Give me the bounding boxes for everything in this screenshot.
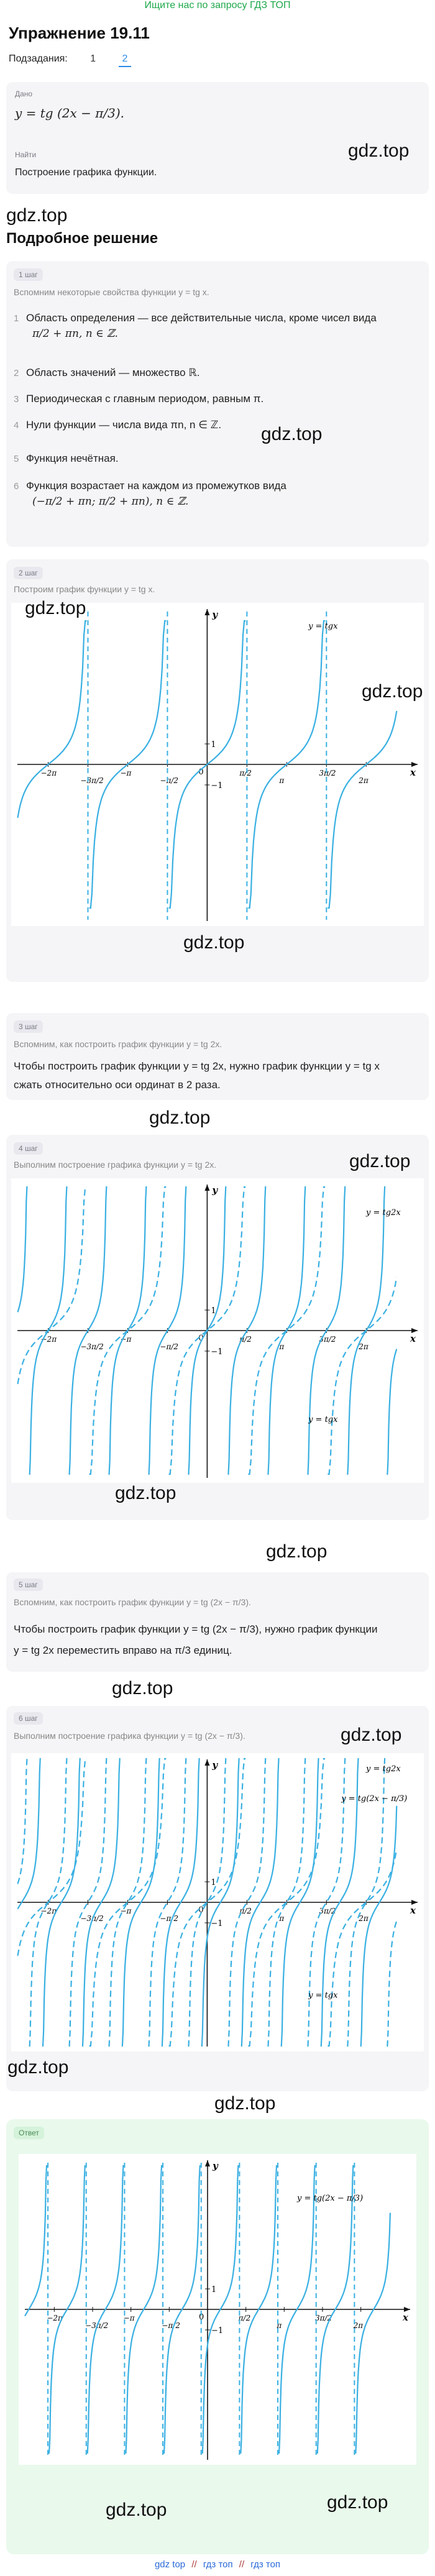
arrow-icon: [204, 1185, 209, 1191]
curve-label: y = tgx: [308, 1415, 338, 1424]
given-formula: y = tg (2x − π/3).: [15, 106, 125, 121]
watermark: gdz.top: [112, 1678, 173, 1698]
watermark: gdz.top: [349, 1151, 411, 1171]
x-tick-label: π: [277, 2321, 282, 2330]
arrow-icon: [205, 2160, 210, 2166]
step4-intro: Выполним построение графика функции y = tg 2x.: [14, 1160, 217, 1170]
subsection-tab-1[interactable]: 1: [90, 53, 96, 64]
watermark: gdz.top: [25, 598, 86, 618]
watermark: gdz.top: [261, 424, 323, 444]
x-tick-label: π: [279, 776, 285, 785]
curve-tg2x: [387, 1349, 396, 1474]
arrow-icon: [404, 2307, 410, 2312]
x-tick-label: π/2: [239, 1335, 252, 1344]
watermark: gdz.top: [327, 2492, 388, 2513]
step6-card: [6, 1706, 429, 2091]
x-tick-label: π/2: [239, 769, 252, 777]
y-tick-label: 1: [211, 1878, 216, 1887]
curve-label: y = tg2x: [366, 1208, 401, 1217]
footer-link[interactable]: гдз топ: [203, 2559, 233, 2570]
curve-label: y = tg(2x − π/3): [341, 1794, 408, 1804]
x-tick-label: −π/2: [162, 2321, 180, 2330]
step3-card: [6, 1013, 429, 1100]
step5-card: [6, 1572, 429, 1672]
x-tick-label: 2π: [353, 2321, 364, 2330]
curve-label: y = tg2x: [366, 1764, 401, 1774]
arrow-icon: [204, 1759, 209, 1766]
x-tick-label: 3π/2: [319, 769, 336, 777]
y-tick-label: 1: [211, 740, 216, 749]
watermark: gdz.top: [149, 1107, 211, 1128]
y-tick-label: 1: [211, 1306, 216, 1316]
step1-card: [6, 261, 429, 547]
watermark: gdz.top: [362, 681, 423, 702]
curve-tg2x-shift: [355, 2213, 390, 2453]
answer-card: [6, 2119, 429, 2554]
curve-tg2x-shift: [25, 2166, 47, 2316]
footer-sep: //: [191, 2559, 197, 2570]
watermark: gdz.top: [6, 205, 68, 226]
step2-badge: 2 шаг: [14, 567, 43, 579]
origin-label: 0: [198, 768, 204, 777]
y-tick-label: −1: [211, 781, 223, 791]
find-text: Построение графика функции.: [15, 167, 157, 178]
x-tick-label: π: [279, 1342, 285, 1351]
y-axis-label: y: [212, 609, 218, 620]
watermark: gdz.top: [183, 932, 245, 953]
y-axis-label: y: [212, 1185, 218, 1196]
step3-badge: 3 шаг: [14, 1020, 43, 1033]
x-tick-label: −π/2: [160, 1914, 179, 1923]
step2-card: [6, 559, 429, 982]
origin-label: 0: [198, 1334, 204, 1343]
answer-badge: Ответ: [14, 2127, 44, 2139]
step4-card: [6, 1135, 429, 1520]
origin-label: 0: [198, 1905, 204, 1915]
x-tick-label: π: [279, 1914, 285, 1923]
curve-tgx: [327, 711, 396, 908]
watermark: gdz.top: [266, 1541, 327, 1562]
x-tick-label: −π: [120, 769, 132, 777]
detailed-heading: Подробное решение: [6, 230, 158, 247]
step4-badge: 4 шаг: [14, 1142, 43, 1155]
step1-item: 3 Периодическая с главным периодом, равным π.: [14, 393, 264, 405]
curve-tg2x: [18, 1187, 28, 1312]
y-tick-label: −1: [211, 2326, 224, 2335]
curve-label: y = tgx: [308, 1991, 338, 2001]
arrow-icon: [411, 762, 418, 767]
subsections-row: [9, 52, 131, 67]
footer-links: [0, 2559, 435, 2570]
x-tick-label: π/2: [238, 2314, 251, 2322]
x-tick-label: −3π/2: [80, 776, 104, 785]
page-title: Упражнение 19.11: [9, 24, 150, 42]
x-axis-label: x: [410, 1905, 416, 1916]
arrow-icon: [411, 1900, 418, 1905]
step3-intro: Вспомним, как построить график функции y = tg 2x.: [14, 1039, 222, 1049]
graph-tg2x-shift: [11, 1753, 424, 2051]
x-tick-label: 3π/2: [319, 1335, 336, 1344]
top-banner[interactable]: Ищите нас по запросу ГДЗ ТОП: [144, 0, 291, 11]
step1-item: 1 Область определения — все действительные числа, кроме чисел вида π/2 + πn, n ∈ ℤ.: [14, 312, 377, 340]
x-tick-label: −3π/2: [85, 2321, 109, 2330]
graph-tgx: [11, 603, 424, 926]
x-tick-label: −2π: [47, 2314, 63, 2322]
origin-label: 0: [199, 2312, 204, 2322]
x-tick-label: −π: [120, 1907, 132, 1915]
x-axis-label: x: [410, 767, 416, 778]
x-axis-label: x: [410, 1333, 416, 1344]
watermark: gdz.top: [7, 2057, 69, 2078]
y-tick-label: −1: [211, 1919, 223, 1928]
x-tick-label: 3π/2: [314, 2314, 332, 2322]
step6-badge: 6 шаг: [14, 1712, 43, 1725]
curve-tgx: [18, 1187, 87, 1384]
step1-item: 2 Область значений — множество ℝ.: [14, 367, 200, 378]
x-axis-label: x: [403, 2312, 408, 2323]
step1-item: 4 Нули функции — числа вида πn, n ∈ ℤ.: [14, 419, 222, 431]
y-tick-label: −1: [211, 1347, 223, 1357]
curve-tg2x-shift: [18, 1759, 41, 1909]
curve-label: y = tg(2x − π/3): [297, 2194, 364, 2203]
subsections-label: Подзадания:: [9, 53, 68, 64]
watermark: gdz.top: [348, 140, 410, 161]
x-tick-label: −π/2: [160, 1342, 179, 1351]
watermark: gdz.top: [341, 1725, 402, 1745]
x-tick-label: π/2: [239, 1907, 252, 1915]
find-tag: Найти: [15, 150, 37, 159]
curve-tg2x: [387, 1921, 396, 2046]
arrow-icon: [411, 1328, 418, 1333]
step1-intro: Вспомним некоторые свойства функции y = tg x.: [14, 287, 209, 297]
curve-tg2x: [18, 1759, 28, 1884]
y-tick-label: 1: [211, 2285, 217, 2294]
curve-label: y = tgx: [308, 621, 338, 631]
watermark: gdz.top: [115, 1483, 176, 1503]
step5-intro: Вспомним, как построить график функции y = tg (2x − π/3).: [14, 1597, 251, 1607]
x-tick-label: −π: [123, 2314, 135, 2322]
step1-badge: 1 шаг: [14, 268, 43, 281]
x-tick-label: 2π: [359, 1342, 369, 1351]
x-tick-label: −π/2: [160, 776, 179, 785]
x-tick-label: 2π: [359, 1914, 369, 1923]
step6-intro: Выполним построение графика функции y = tg (2x − π/3).: [14, 1731, 245, 1741]
step5-text: y = tg 2x переместить вправо на π/3 единиц.: [14, 1644, 232, 1656]
watermark: gdz.top: [214, 2093, 276, 2114]
footer-link[interactable]: гдз топ: [250, 2559, 281, 2570]
x-tick-label: −2π: [40, 1907, 57, 1915]
x-tick-label: −2π: [40, 769, 57, 777]
step1-item: 5 Функция нечётная.: [14, 452, 119, 464]
curve-tgx: [18, 621, 87, 818]
step5-badge: 5 шаг: [14, 1579, 43, 1591]
y-axis-label: y: [213, 2160, 218, 2171]
x-tick-label: 2π: [359, 776, 369, 785]
step3-text: сжать относительно оси ординат в 2 раза.: [14, 1079, 221, 1091]
curve-tgx: [327, 1277, 396, 1474]
x-tick-label: −2π: [40, 1335, 57, 1344]
graph-tg2x: [11, 1178, 424, 1483]
x-tick-label: 3π/2: [319, 1907, 336, 1915]
given-card: [6, 82, 429, 194]
footer-sep: //: [239, 2559, 245, 2570]
footer-link[interactable]: gdz top: [154, 2559, 186, 2570]
step5-text: Чтобы построить график функции y = tg (2x − π/3), нужно график функции: [14, 1623, 378, 1635]
step3-text: Чтобы построить график функции y = tg 2x, нужно график функции y = tg x: [14, 1060, 380, 1072]
step1-item: 6 Функция возрастает на каждом из промежутков вида (−π/2 + πn; π/2 + πn), n ∈ ℤ.: [14, 480, 286, 508]
y-axis-label: y: [212, 1759, 218, 1771]
curve-tg2x-shift: [360, 1806, 397, 2046]
arrow-icon: [204, 609, 209, 615]
step2-intro: Построим график функции y = tg x.: [14, 584, 155, 594]
subsection-tab-2[interactable]: 2: [119, 52, 132, 67]
graph-answer: [19, 2154, 416, 2465]
watermark: gdz.top: [106, 2500, 167, 2520]
given-tag: Дано: [15, 89, 33, 98]
x-tick-label: −3π/2: [80, 1342, 104, 1351]
x-tick-label: −π: [120, 1335, 132, 1344]
x-tick-label: −3π/2: [80, 1914, 104, 1923]
